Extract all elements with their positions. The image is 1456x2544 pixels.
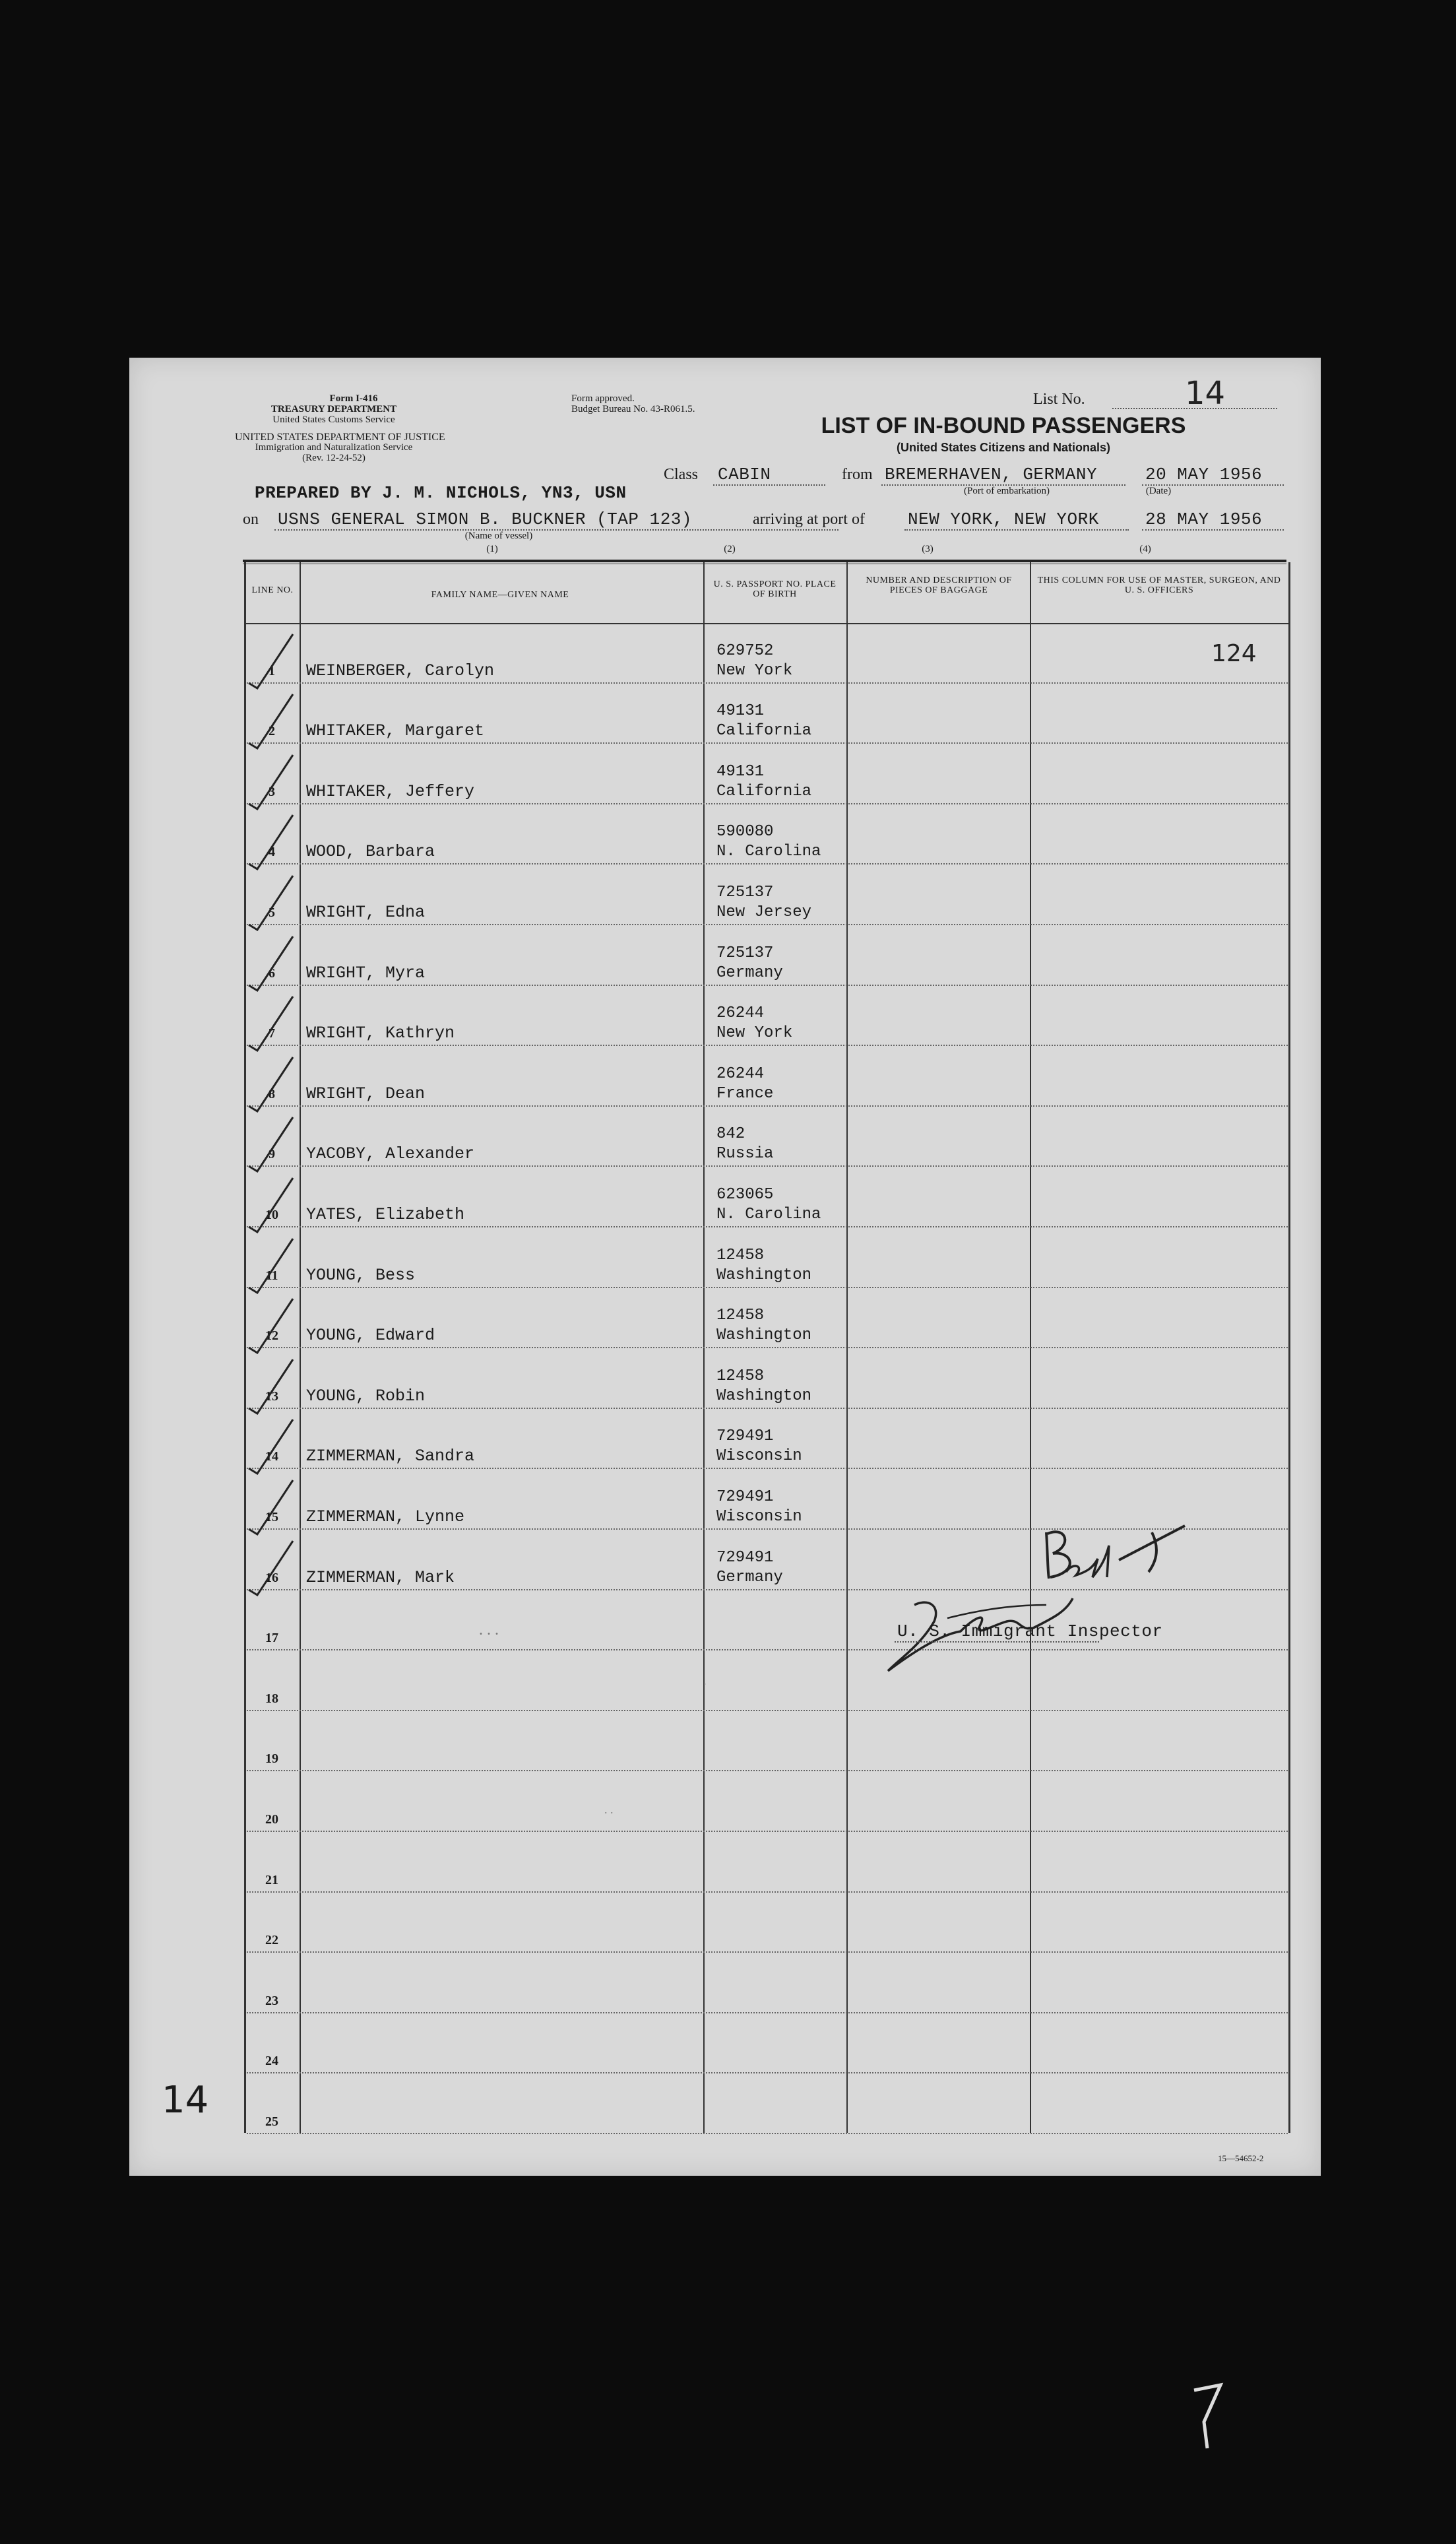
embark-port: BREMERHAVEN, GERMANY [885, 465, 1098, 484]
passport-cell [716, 1487, 802, 1527]
place-of-birth: Wisconsin [716, 1508, 802, 1526]
row-rule [247, 985, 1288, 986]
passenger-name: WHITAKER, Jeffery [306, 781, 475, 801]
header-name: FAMILY NAME—GIVEN NAME [431, 590, 569, 600]
place-of-birth: California [716, 722, 812, 740]
header-officers: THIS COLUMN FOR USE OF MASTER, SURGEON, AND U. S. OFFICERS [1037, 575, 1281, 595]
passport-cell [716, 1427, 802, 1466]
checkmark-icon [245, 1536, 298, 1602]
row-rule [247, 924, 1288, 925]
line-number: 24 [265, 2054, 278, 2069]
col-num-2: (2) [724, 544, 736, 554]
passenger-manifest-sheet [129, 358, 1321, 2176]
vessel-caption: (Name of vessel) [464, 531, 533, 541]
passport-number: 729491 [716, 1488, 774, 1506]
col-num-1: (1) [486, 544, 498, 554]
bleed-mark: . . [604, 1803, 614, 1816]
line-number: 2 [269, 724, 275, 739]
passenger-name: ZIMMERMAN, Lynne [306, 1507, 465, 1526]
passenger-name: YATES, Elizabeth [306, 1205, 465, 1224]
inspector-title: U. S. Immigrant Inspector [897, 1621, 1163, 1641]
bleed-mark: . [703, 1674, 707, 1687]
passport-cell [716, 1004, 792, 1043]
passenger-name: YOUNG, Robin [306, 1386, 426, 1406]
checkmark-icon [245, 931, 298, 997]
officer-note: 124 [1211, 640, 1257, 667]
row-rule [247, 1226, 1288, 1227]
checkmark-icon [245, 689, 298, 755]
line-number: 1 [269, 663, 275, 678]
checkmark-icon [245, 1293, 298, 1359]
row-rule [247, 803, 1288, 804]
checkmark-icon [245, 1112, 298, 1178]
line-number: 22 [265, 1933, 278, 1948]
line-number: 14 [265, 1449, 278, 1464]
place-of-birth: California [716, 782, 812, 800]
row-rule [247, 1831, 1288, 1832]
form-code: 15—54652-2 [1218, 2153, 1264, 2163]
line-number: 15 [265, 1510, 278, 1524]
passport-number: 729491 [716, 1548, 774, 1567]
passport-number: 725137 [716, 884, 774, 901]
passenger-name: YOUNG, Bess [306, 1265, 416, 1285]
place-of-birth: New York [716, 1024, 793, 1043]
checkmark-icon [245, 1475, 298, 1541]
port-embark-caption: (Port of embarkation) [964, 486, 1050, 496]
line-number: 13 [265, 1388, 278, 1404]
place-of-birth: France [716, 1084, 774, 1103]
place-of-birth: Washington [716, 1326, 812, 1345]
passport-number: 590080 [716, 823, 774, 841]
header-line-no: LINE NO. [251, 585, 294, 595]
passenger-name: YOUNG, Edward [306, 1326, 435, 1346]
passenger-name: WRIGHT, Myra [306, 963, 426, 983]
class-value: CABIN [718, 465, 771, 484]
passport-cell [716, 762, 811, 802]
line-number: 4 [269, 845, 275, 860]
col-num-4: (4) [1139, 544, 1151, 554]
place-of-birth: Wisconsin [716, 1447, 802, 1466]
bleed-mark: . . . [479, 1621, 499, 1639]
list-no-value: 14 [1185, 375, 1226, 412]
line-number: 6 [269, 965, 275, 981]
passport-number: 26244 [716, 1064, 765, 1083]
place-of-birth: Russia [716, 1145, 774, 1163]
passport-number: 26244 [716, 1004, 765, 1023]
budget-bureau: Budget Bureau No. 43-R061.5. [571, 404, 695, 414]
row-rule [247, 2012, 1288, 2013]
passport-number: 12458 [716, 1307, 765, 1325]
date-caption: (Date) [1145, 486, 1172, 496]
form-title: LIST OF IN-BOUND PASSENGERS [821, 413, 1186, 438]
line-number: 8 [269, 1086, 275, 1101]
form-number: Form I-416 [329, 393, 378, 404]
line-number: 23 [265, 1993, 278, 2008]
row-rule [247, 1347, 1288, 1348]
passenger-name: WHITAKER, Margaret [306, 721, 485, 741]
form-approved: Form approved. [571, 393, 635, 404]
passport-cell [716, 1064, 773, 1104]
checkmark-icon [245, 810, 298, 876]
checkmark-icon [245, 1052, 298, 1118]
checkmark-icon [245, 1414, 298, 1480]
revision-label: (Rev. 12-24-52) [302, 453, 365, 463]
passport-cell [716, 1125, 773, 1164]
checkmark-icon [245, 629, 298, 695]
passport-number: 725137 [716, 944, 774, 962]
row-rule [247, 2133, 1288, 2134]
row-rule [247, 1770, 1288, 1771]
row-rule [247, 1045, 1288, 1046]
passenger-name: WEINBERGER, Carolyn [306, 661, 495, 680]
passport-cell [716, 944, 783, 983]
passenger-name: WRIGHT, Kathryn [306, 1024, 455, 1043]
passenger-name: ZIMMERMAN, Sandra [306, 1447, 475, 1466]
passport-cell [716, 1185, 821, 1225]
row-rule [247, 1165, 1288, 1167]
passport-number: 842 [716, 1125, 745, 1144]
row-rule [247, 682, 1288, 684]
place-of-birth: New Jersey [716, 903, 812, 921]
treasury-label: TREASURY DEPARTMENT [270, 404, 397, 414]
line-number: 9 [269, 1147, 275, 1162]
checkmark-icon [245, 870, 298, 936]
passport-cell [716, 1367, 811, 1406]
from-label: from [842, 466, 873, 483]
passenger-name: ZIMMERMAN, Mark [306, 1567, 455, 1587]
passport-cell [716, 883, 811, 923]
passport-number: 729491 [716, 1427, 774, 1446]
checkmark-icon [245, 1233, 298, 1299]
passport-cell [716, 1548, 783, 1588]
passenger-name: WRIGHT, Edna [306, 903, 426, 922]
place-of-birth: N. Carolina [716, 843, 821, 861]
row-rule [247, 1951, 1288, 1953]
on-label: on [243, 511, 259, 528]
line-number: 20 [265, 1812, 278, 1827]
passport-number: 49131 [716, 702, 765, 721]
customs-label: United States Customs Service [272, 414, 395, 425]
passport-number: 12458 [716, 1367, 765, 1385]
passenger-name: YACOBY, Alexander [306, 1144, 475, 1164]
place-of-birth: Germany [716, 963, 783, 982]
passport-number: 623065 [716, 1186, 774, 1204]
class-label: Class [664, 466, 699, 483]
header-passport: U. S. PASSPORT NO. PLACE OF BIRTH [713, 579, 837, 599]
passport-cell [716, 1306, 811, 1346]
vessel-name: USNS GENERAL SIMON B. BUCKNER (TAP 123) [278, 509, 692, 529]
inspector-underline [895, 1641, 1099, 1643]
checkmark-icon [245, 991, 298, 1057]
col-num-3: (3) [922, 544, 934, 554]
line-number: 17 [265, 1631, 278, 1646]
passport-cell [716, 822, 821, 862]
line-number: 7 [269, 1026, 275, 1041]
passenger-rows [129, 358, 1321, 2176]
passenger-name: WRIGHT, Dean [306, 1084, 426, 1103]
depart-date: 20 MAY 1956 [1145, 465, 1263, 484]
arrival-port: NEW YORK, NEW YORK [908, 509, 1099, 529]
prepared-by: PREPARED BY J. M. NICHOLS, YN3, USN [255, 483, 627, 503]
list-no-label: List No. [1033, 391, 1085, 408]
passport-number: 49131 [716, 762, 765, 781]
ins-label: Immigration and Naturalization Service [255, 442, 413, 453]
line-number: 5 [269, 905, 275, 920]
passport-cell [716, 1246, 811, 1286]
row-rule [247, 1468, 1288, 1469]
margin-scribble-icon [1187, 2382, 1227, 2455]
line-number: 10 [265, 1208, 278, 1222]
row-rule [247, 1287, 1288, 1288]
header-baggage: NUMBER AND DESCRIPTION OF PIECES OF BAGGAGE [866, 575, 1012, 595]
checkmark-icon [245, 1173, 298, 1239]
line-number: 25 [265, 2114, 278, 2129]
row-rule [247, 1891, 1288, 1893]
form-subtitle: (United States Citizens and Nationals) [896, 441, 1111, 454]
passenger-name: WOOD, Barbara [306, 842, 435, 862]
inspector-signature [875, 1506, 1231, 1704]
place-of-birth: New York [716, 661, 793, 680]
passport-cell [716, 641, 792, 681]
passport-cell [716, 701, 811, 741]
checkmark-icon [245, 750, 298, 816]
line-number: 11 [265, 1268, 278, 1283]
line-number: 12 [265, 1328, 278, 1344]
place-of-birth: N. Carolina [716, 1206, 821, 1223]
line-number: 19 [265, 1751, 278, 1767]
passport-number: 629752 [716, 641, 774, 660]
row-rule [247, 1710, 1288, 1711]
place-of-birth: Washington [716, 1386, 812, 1405]
justice-label: UNITED STATES DEPARTMENT OF JUSTICE [235, 432, 445, 443]
passport-number: 12458 [716, 1246, 765, 1264]
row-rule [247, 1105, 1288, 1107]
checkmark-icon [245, 1354, 298, 1420]
line-number: 16 [265, 1570, 278, 1585]
margin-handwriting: 14 [162, 2079, 209, 2122]
row-rule [247, 2072, 1288, 2073]
arriving-label: arriving at port of [753, 511, 865, 528]
row-rule [247, 742, 1288, 744]
arrival-date: 28 MAY 1956 [1145, 509, 1263, 529]
row-rule [247, 1408, 1288, 1409]
line-number: 3 [269, 784, 275, 799]
place-of-birth: Washington [716, 1266, 812, 1284]
row-rule [247, 863, 1288, 864]
place-of-birth: Germany [716, 1568, 783, 1586]
line-number: 18 [265, 1691, 278, 1706]
line-number: 21 [265, 1872, 278, 1887]
